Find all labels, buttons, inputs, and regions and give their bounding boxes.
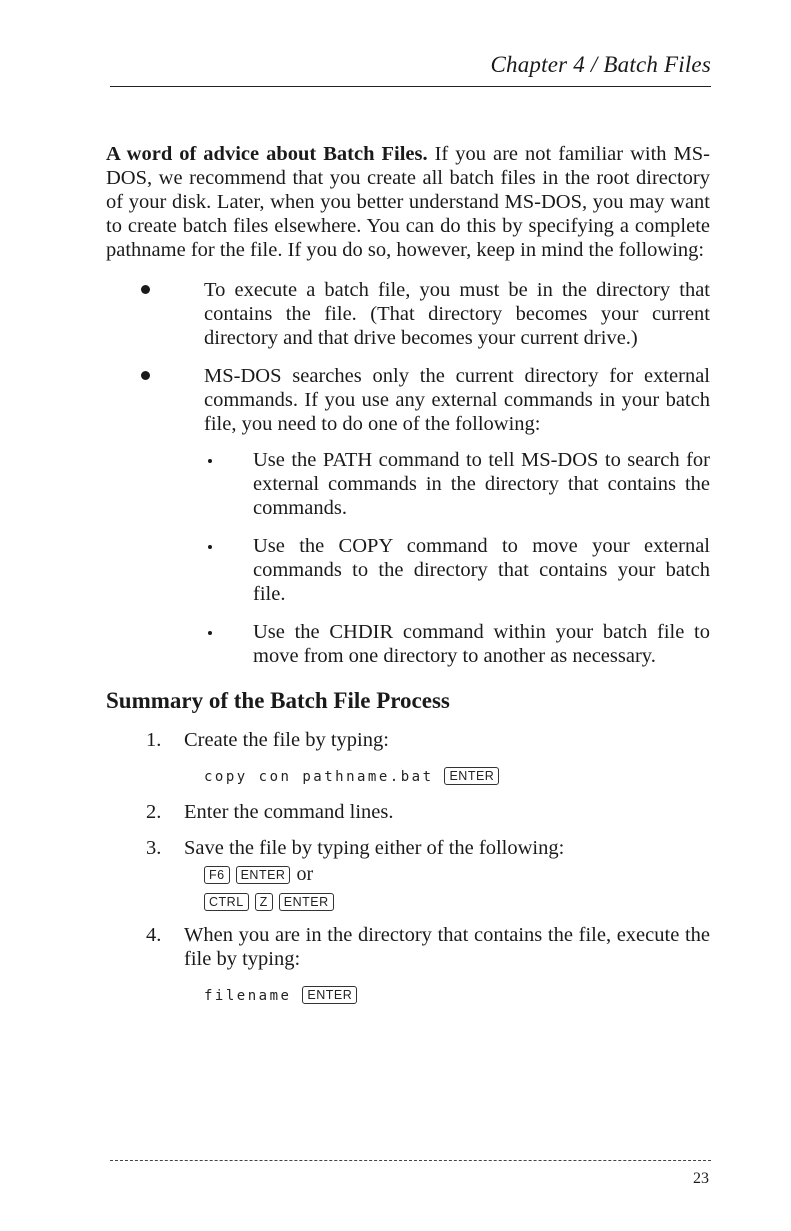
sub-bullet-text: Use the COPY command to move your external commands to the directory that contains your batch file. [253, 535, 710, 605]
sub-bullet-item [204, 620, 710, 668]
intro-lead: A word of advice about Batch Files. [106, 143, 428, 165]
page-number: 23 [693, 1170, 709, 1187]
page-body [106, 142, 710, 1019]
sub-bullet-list [204, 448, 710, 668]
enter-key-icon: ENTER [444, 767, 499, 785]
code-line [184, 766, 710, 788]
enter-key-icon: ENTER [236, 866, 291, 884]
sub-bullet-text: Use the CHDIR command within your batch file to move from one directory to another as necessary. [253, 621, 710, 667]
steps-list [106, 728, 710, 1007]
ctrl-key-icon: CTRL [204, 893, 249, 911]
step-number: 2. [146, 801, 162, 823]
z-key-icon: Z [255, 893, 273, 911]
running-head: Chapter 4 / Batch Files [490, 52, 711, 77]
code-line [184, 985, 710, 1007]
enter-key-icon: ENTER [302, 986, 357, 1004]
step-item [106, 836, 710, 911]
section-heading: Summary of the Batch File Process [106, 688, 450, 713]
bullet-item [106, 278, 710, 350]
sub-bullet-dot-icon [208, 545, 212, 549]
step-text: When you are in the directory that contains the file, execute the file by typing: [184, 924, 710, 970]
bullet-dot-icon [141, 285, 150, 294]
bullet-item [106, 364, 710, 668]
key-sequence-1 [184, 862, 710, 885]
step-number: 1. [146, 729, 162, 751]
step-text: Save the file by typing either of the following: [184, 837, 565, 859]
bullet-text: MS-DOS searches only the current directory for external commands. If you use any external commands in your batch file, you need to do one of the following: [204, 365, 710, 435]
step-number: 4. [146, 924, 162, 946]
enter-key-icon: ENTER [279, 893, 334, 911]
key-sequence-2 [184, 889, 710, 911]
bullet-list [106, 278, 710, 668]
sub-bullet-text: Use the PATH command to tell MS-DOS to search for external commands in the directory that contains the commands. [253, 449, 710, 519]
intro-text: If you are not familiar with MS-DOS, we recommend that you create all batch files in the root directory of your disk. Later, when you better understand MS-DOS, you may want to create batch files elsewhere. You can do this by specifying a complete pathname for the file. If you do so, however, keep in mind the following: [106, 143, 710, 261]
step-item [106, 800, 710, 824]
step-item [106, 923, 710, 1007]
or-text: or [296, 863, 314, 885]
bullet-text: To execute a batch file, you must be in the directory that contains the file. (That directory becomes your current directory and that drive becomes your current drive.) [204, 279, 710, 349]
sub-bullet-dot-icon [208, 631, 212, 635]
footer-rule [110, 1160, 711, 1161]
sub-bullet-item [204, 448, 710, 520]
bullet-dot-icon [141, 371, 150, 380]
step-text: Enter the command lines. [184, 801, 394, 823]
header-rule [110, 86, 711, 87]
code-text: copy con pathname.bat [204, 769, 434, 785]
f6-key-icon: F6 [204, 866, 230, 884]
step-text: Create the file by typing: [184, 729, 389, 751]
step-item [106, 728, 710, 788]
step-number: 3. [146, 837, 162, 859]
sub-bullet-dot-icon [208, 459, 212, 463]
intro-paragraph [106, 142, 710, 262]
sub-bullet-item [204, 534, 710, 606]
code-text: filename [204, 988, 292, 1004]
